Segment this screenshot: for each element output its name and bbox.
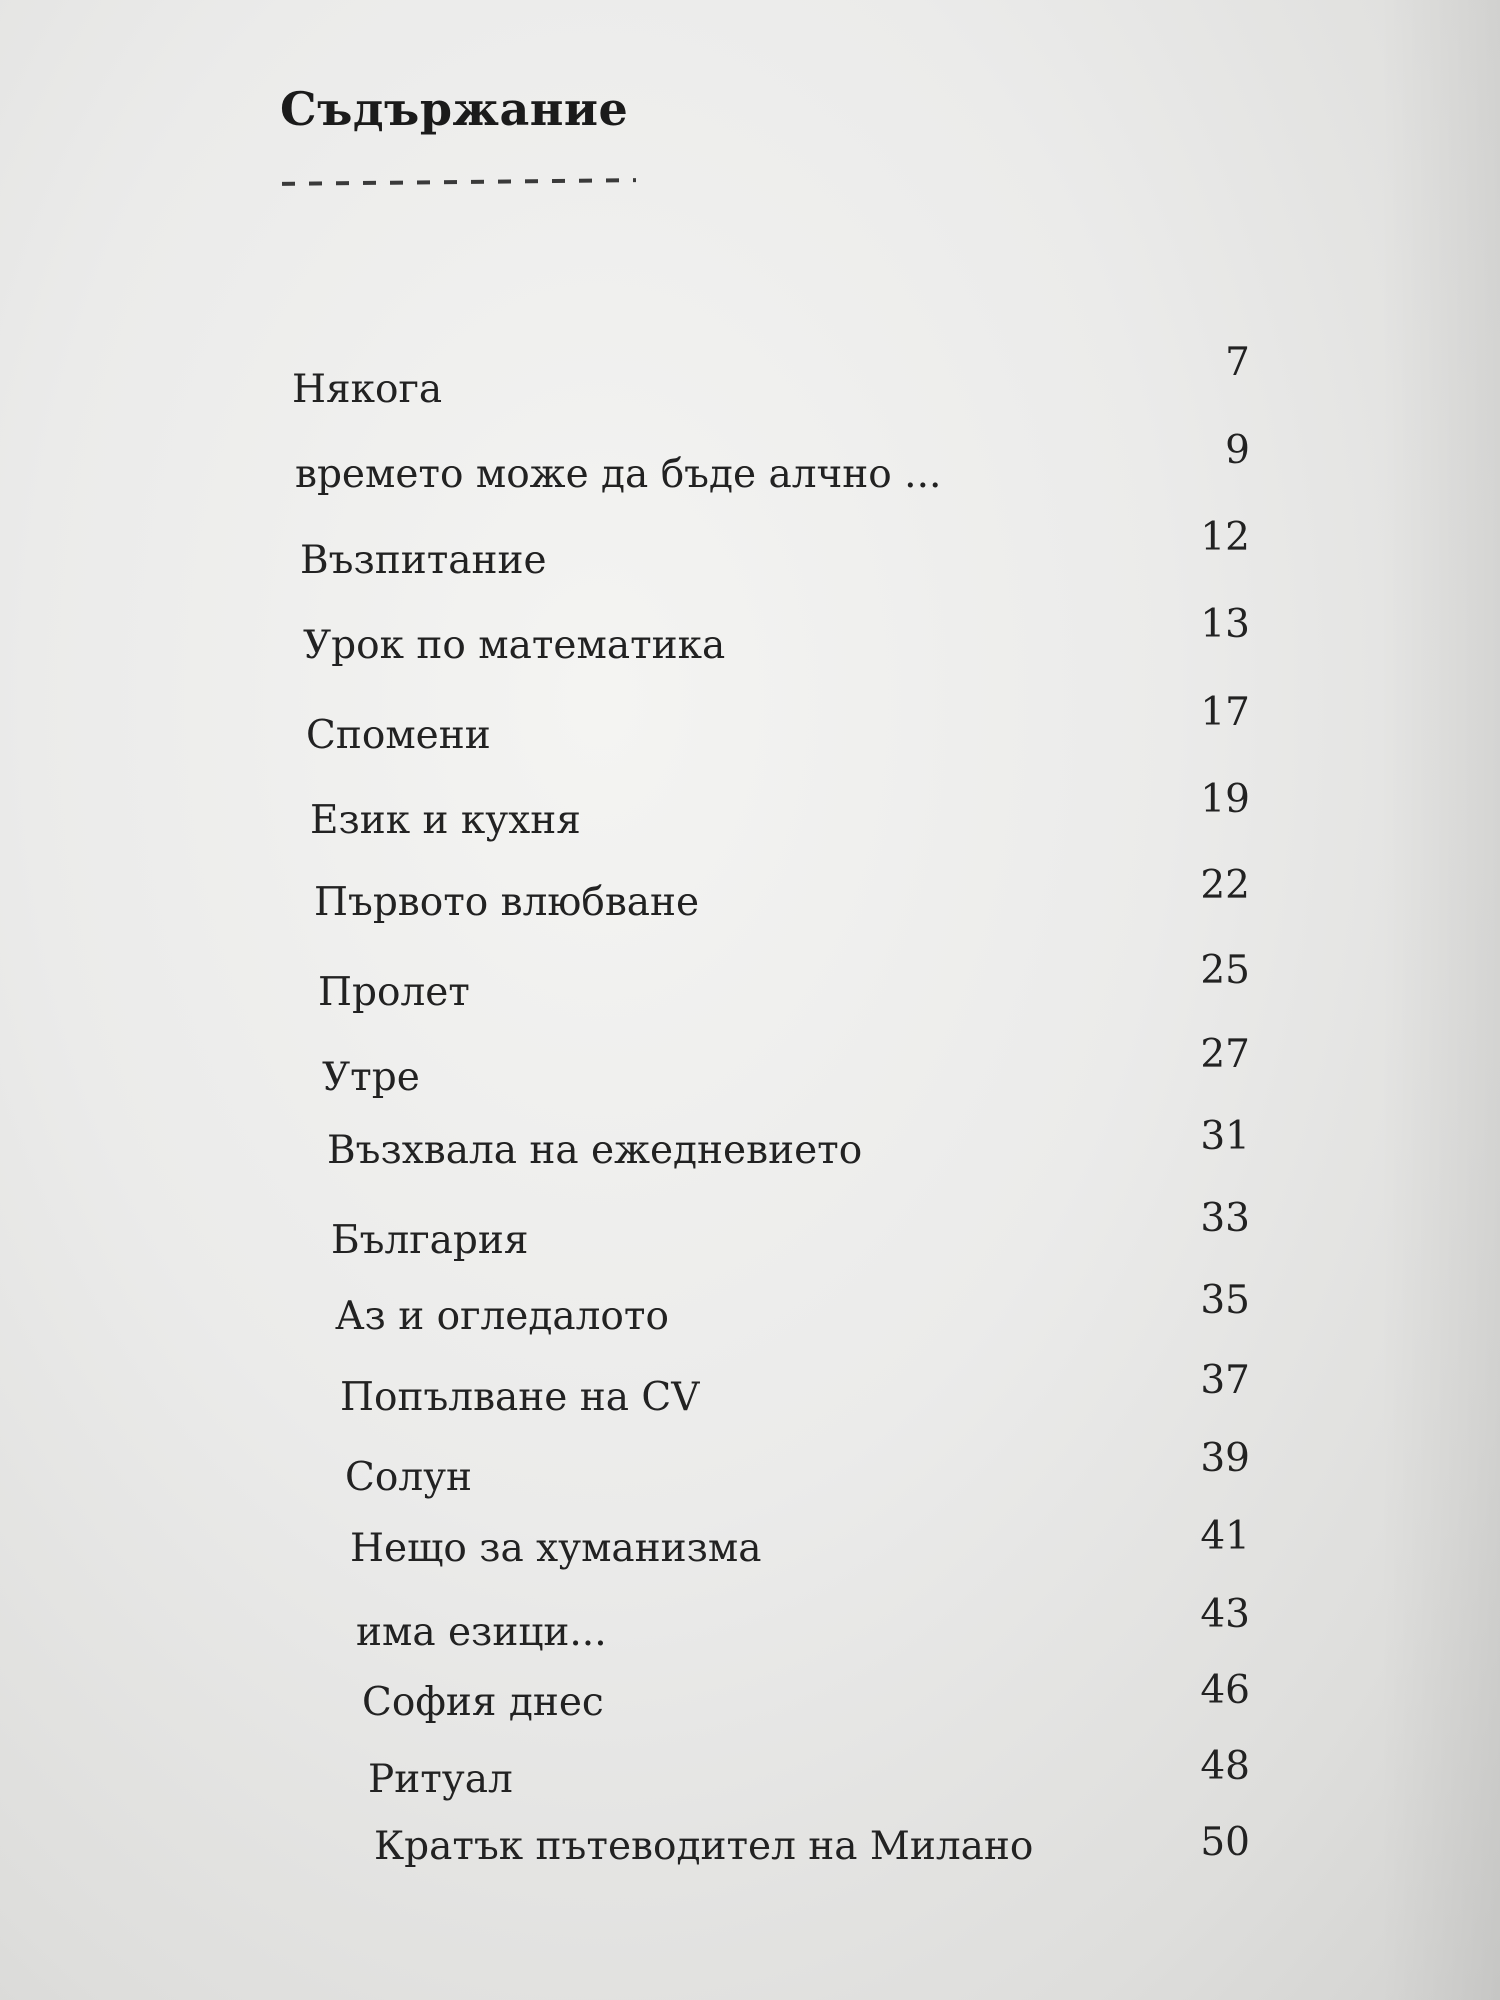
toc-entry-page: 43 [1200, 1592, 1250, 1637]
toc-entry-page: 12 [1200, 515, 1250, 560]
toc-entry-title: Възпитание [300, 538, 547, 583]
toc-entry-title: има езици... [356, 1610, 607, 1655]
toc-entry-page: 37 [1200, 1358, 1250, 1403]
toc-entry-title: Нещо за хуманизма [350, 1526, 762, 1571]
toc-entry-page: 7 [1225, 340, 1250, 385]
toc-entry-title: Аз и огледалото [335, 1294, 669, 1339]
toc-entry-page: 33 [1200, 1196, 1250, 1241]
toc-entry-page: 46 [1200, 1668, 1250, 1713]
toc-entry-title: Попълване на CV [340, 1375, 700, 1420]
toc-entry-page: 17 [1200, 690, 1250, 735]
toc-entry-title: София днес [362, 1680, 604, 1725]
toc-entry-page: 22 [1200, 863, 1250, 908]
toc-entry-title: Ритуал [368, 1757, 513, 1802]
toc-entry-title: Спомени [306, 713, 491, 758]
toc-entry-page: 13 [1200, 602, 1250, 647]
toc-entry-title: Утре [322, 1055, 420, 1100]
toc-entry-page: 41 [1200, 1514, 1250, 1559]
toc-entry-title: България [331, 1218, 529, 1263]
toc-entry-page: 25 [1200, 948, 1250, 993]
page-title: Съдържание [280, 82, 629, 136]
toc-entry-title: Някога [292, 367, 443, 412]
toc-entry-page: 50 [1200, 1820, 1250, 1865]
toc-entry-title: Пролет [318, 970, 470, 1015]
toc-entry-page: 39 [1200, 1436, 1250, 1481]
toc-entry-title: Език и кухня [310, 798, 581, 843]
title-dashed-rule [282, 178, 636, 186]
page-edge-shadow [1380, 0, 1500, 2000]
toc-entry-title: Кратък пътеводител на Милано [374, 1824, 1034, 1869]
toc-entry-title: Солун [345, 1455, 473, 1500]
toc-entry-page: 27 [1200, 1032, 1250, 1077]
toc-entry-page: 19 [1200, 777, 1250, 822]
toc-entry-title: времето може да бъде алчно ... [295, 452, 942, 497]
toc-entry-page: 35 [1200, 1278, 1250, 1323]
toc-entry-title: Възхвала на ежедневието [327, 1128, 863, 1173]
toc-entry-page: 31 [1200, 1114, 1250, 1159]
toc-entry-page: 48 [1200, 1744, 1250, 1789]
toc-entry-title: Урок по математика [303, 623, 726, 668]
toc-entry-title: Първото влюбване [314, 880, 700, 925]
toc-entry-page: 9 [1225, 428, 1250, 473]
